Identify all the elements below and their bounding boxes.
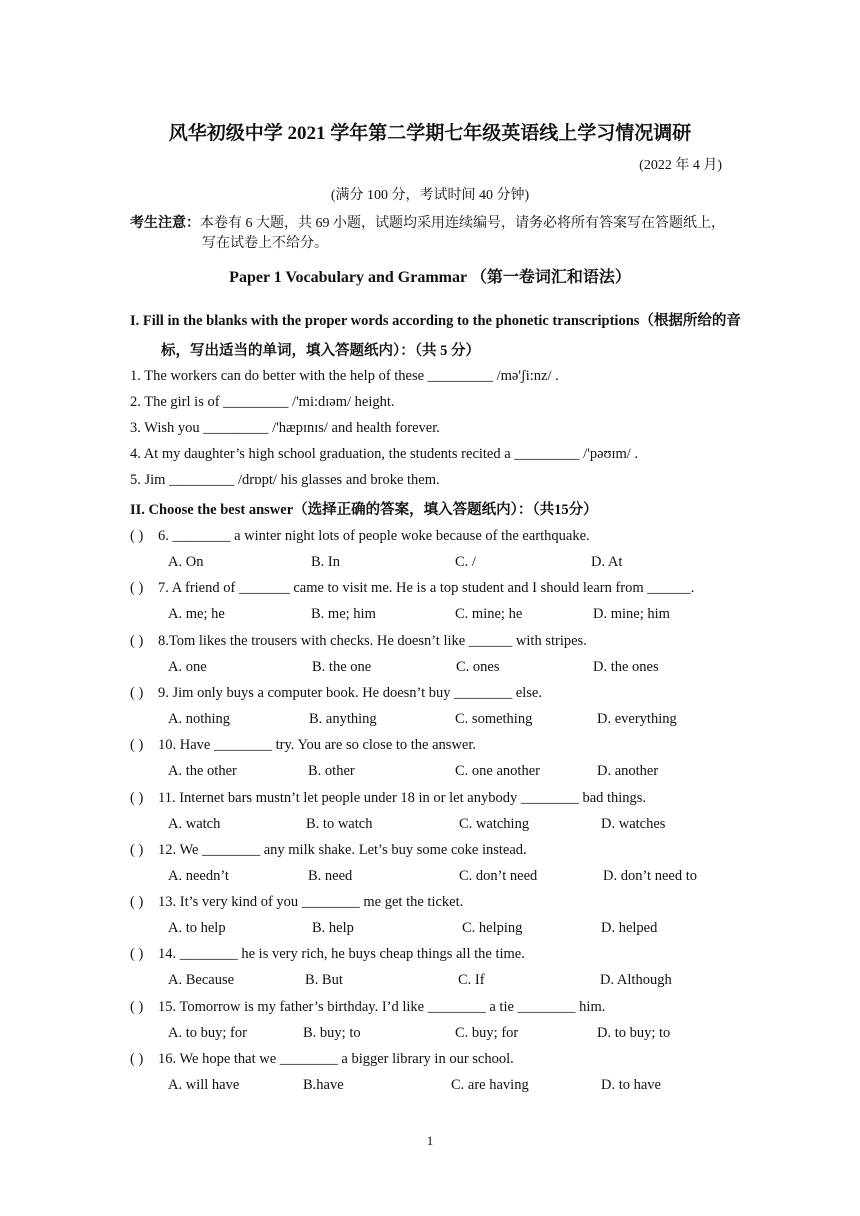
answer-option: B. In <box>311 554 340 570</box>
exam-date: (2022 年 4 月) <box>639 158 722 173</box>
answer-option: A. to buy; for <box>168 1024 247 1041</box>
answer-option: A. will have <box>168 1077 240 1093</box>
answer-option: A. watch <box>168 815 221 832</box>
answer-option: A. needn’t <box>168 867 229 884</box>
answer-option: A. to help <box>168 920 226 937</box>
answer-paren: ( ) <box>130 528 144 544</box>
answer-option: C. watching <box>459 815 530 832</box>
answer-paren: ( ) <box>130 632 144 649</box>
answer-option: C. buy; for <box>455 1024 519 1041</box>
answer-paren: ( ) <box>130 580 144 597</box>
answer-option: D. to buy; to <box>597 1024 671 1041</box>
answer-option: C. helping <box>462 920 523 937</box>
answer-option: D. don’t need to <box>603 867 697 884</box>
full-marks-note: (满分 100 分，考试时间 40 分钟) <box>330 188 530 203</box>
answer-option: B. to watch <box>306 815 373 832</box>
answer-option: C. If <box>458 972 485 989</box>
answer-option: B. other <box>308 763 355 780</box>
answer-option: D. mine; him <box>593 606 670 623</box>
question-stem: 6. ________ a winter night lots of people woke because of the earthquake. <box>158 528 590 544</box>
exam-title: 风华初级中学 2021 学年第二学期七年级英语线上学习情况调研 <box>168 123 692 144</box>
question-stem: 8.Tom likes the trousers with checks. He doesn’t like ______ with stripes. <box>158 632 587 649</box>
answer-option: D. At <box>591 554 623 570</box>
answer-option: C. something <box>455 710 533 727</box>
answer-option: C. one another <box>455 763 540 780</box>
paper-title: Paper 1 Vocabulary and Grammar （第一卷词汇和语法） <box>229 269 631 286</box>
question-stem: 11. Internet bars mustn’t let people under 18 in or let anybody ________ bad things. <box>158 789 647 806</box>
notice-label: 考生注意： <box>130 216 200 231</box>
fill-item-4: 4. At my daughter’s high school graduation, the students recited a _________ /'pəʊɪm/ . <box>130 446 639 462</box>
question-stem: 10. Have ________ try. You are so close to the answer. <box>158 737 477 754</box>
answer-option: A. nothing <box>168 710 231 727</box>
fill-item-5: 5. Jim _________ /drɒpt/ his glasses and broke them. <box>130 472 440 488</box>
answer-option: B.have <box>303 1077 344 1093</box>
answer-option: B. buy; to <box>303 1024 361 1041</box>
answer-option: A. On <box>168 554 204 570</box>
answer-option: B. me; him <box>311 606 376 623</box>
answer-option: D. the ones <box>593 658 659 675</box>
answer-option: C. mine; he <box>455 606 523 623</box>
answer-option: C. are having <box>451 1077 529 1093</box>
answer-option: C. / <box>455 554 476 570</box>
question-stem: 12. We ________ any milk shake. Let’s buy some coke instead. <box>158 841 527 858</box>
answer-paren: ( ) <box>130 684 144 701</box>
question-stem: 14. ________ he is very rich, he buys cheap things all the time. <box>158 946 525 963</box>
question-stem: 13. It’s very kind of you ________ me get the ticket. <box>158 894 464 911</box>
section1-heading-cont: 标，写出适当的单词，填入答题纸内）：（共 5 分） <box>161 343 480 359</box>
answer-paren: ( ) <box>130 789 144 806</box>
notice-text-1: 本卷有 6 大题，共 69 小题，试题均采用连续编号，请务必将所有答案写在答题纸上， <box>200 216 725 231</box>
answer-paren: ( ) <box>130 841 144 858</box>
section1-heading: I. Fill in the blanks with the proper words according to the phonetic transcriptions（根据所给的音 <box>130 313 741 329</box>
fill-item-3: 3. Wish you _________ /'hæpɪnɪs/ and health forever. <box>130 420 440 436</box>
notice-text-2: 写在试卷上不给分。 <box>202 236 328 251</box>
answer-option: A. one <box>168 658 207 675</box>
fill-item-2: 2. The girl is of _________ /'mi:dɪəm/ height. <box>130 394 395 410</box>
question-stem: 9. Jim only buys a computer book. He doesn’t buy ________ else. <box>158 684 542 701</box>
answer-paren: ( ) <box>130 737 144 754</box>
answer-option: D. watches <box>601 815 666 832</box>
answer-option: B. the one <box>312 658 372 675</box>
question-stem: 7. A friend of _______ came to visit me. He is a top student and I should learn from ______. <box>158 580 695 597</box>
answer-option: D. Although <box>600 972 672 989</box>
answer-option: B. help <box>312 920 354 937</box>
answer-option: B. But <box>305 972 343 989</box>
answer-option: C. don’t need <box>459 867 538 884</box>
answer-option: D. to have <box>601 1077 661 1093</box>
page-number: 1 <box>426 1133 434 1148</box>
answer-option: D. helped <box>601 920 658 937</box>
candidate-notice <box>130 214 730 254</box>
answer-option: A. me; he <box>168 606 225 623</box>
question-stem: 16. We hope that we ________ a bigger library in our school. <box>158 1051 514 1067</box>
fill-item-1: 1. The workers can do better with the help of these _________ /mə'ʃi:nz/ . <box>130 368 559 384</box>
answer-paren: ( ) <box>130 998 144 1015</box>
answer-option: B. need <box>308 867 353 884</box>
answer-option: D. another <box>597 763 659 780</box>
answer-paren: ( ) <box>130 946 144 963</box>
answer-option: B. anything <box>309 710 377 727</box>
answer-option: D. everything <box>597 710 677 727</box>
answer-paren: ( ) <box>130 1051 144 1067</box>
answer-option: A. Because <box>168 972 235 989</box>
answer-paren: ( ) <box>130 894 144 911</box>
answer-option: A. the other <box>168 763 237 780</box>
question-stem: 15. Tomorrow is my father’s birthday. I’d like ________ a tie ________ him. <box>158 998 606 1015</box>
answer-option: C. ones <box>456 658 500 675</box>
section2-heading: II. Choose the best answer（选择正确的答案，填入答题纸内）：（共15分） <box>130 502 598 518</box>
